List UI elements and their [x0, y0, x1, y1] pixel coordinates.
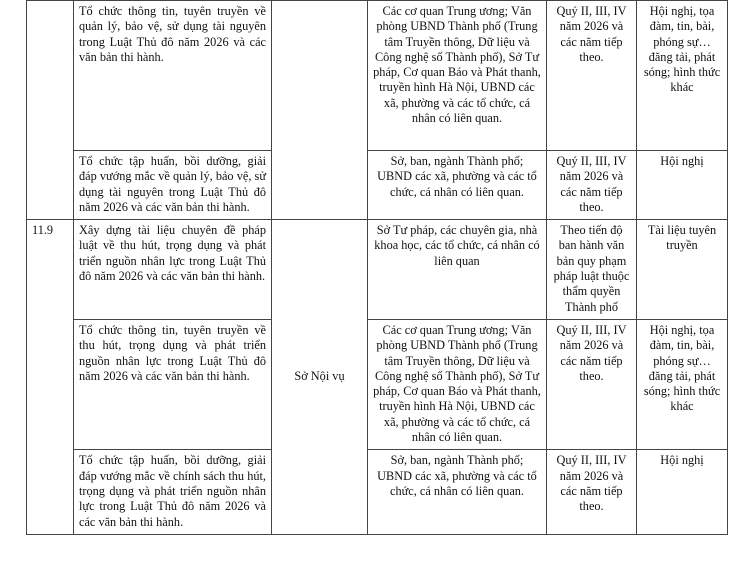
form-cell: Hội nghị, tọa đàm, tin, bài, phóng sự…đăng tải, phát sóng; hình thức khác [637, 1, 728, 151]
table-row [27, 319, 728, 449]
table-row [27, 1, 728, 151]
timeline-cell: Quý II, III, IV năm 2026 và các năm tiếp theo. [547, 319, 637, 449]
stt-cell: 11.9 [27, 220, 74, 535]
form-cell: Tài liệu tuyên truyền [637, 220, 728, 320]
table-row [27, 151, 728, 220]
task-cell: Tổ chức thông tin, tuyên truyền về thu hút, trọng dụng và phát triển nguồn nhân lực trong Luật Thủ đô năm 2026 và các văn bản thi hành. [74, 319, 272, 449]
coordinator-cell: Sở, ban, ngành Thành phố; UBND các xã, phường và các tổ chức, cá nhân có liên quan. [368, 450, 547, 534]
timeline-cell: Quý II, III, IV năm 2026 và các năm tiếp theo. [547, 450, 637, 534]
coordinator-cell: Các cơ quan Trung ương; Văn phòng UBND Thành phố (Trung tâm Truyền thông, Dữ liệu và Công nghệ số Thành phố), Sở Tư pháp, Cơ quan Báo và Phát thanh, truyền hình Hà Nội, UBND các xã, phường và các tổ chức, cá nhân có liên quan. [368, 319, 547, 449]
task-table [26, 0, 728, 535]
task-cell: Tổ chức tập huấn, bồi dưỡng, giải đáp vướng mắc về chính sách thu hút, trọng dụng và phát triển nguồn nhân lực trong Luật Thủ đô năm 2026 và các văn bản thi hành. [74, 450, 272, 534]
coordinator-cell: Sở, ban, ngành Thành phố; UBND các xã, phường và các tổ chức, cá nhân có liên quan. [368, 151, 547, 220]
stt-cell [27, 1, 74, 220]
coordinator-cell: Sở Tư pháp, các chuyên gia, nhà khoa học, các tổ chức, cá nhân có liên quan [368, 220, 547, 320]
timeline-cell: Theo tiến độ ban hành văn bản quy phạm pháp luật thuộc thẩm quyền Thành phố [547, 220, 637, 320]
lead-agency-cell [272, 1, 368, 220]
form-cell: Hội nghị [637, 151, 728, 220]
table-row [27, 450, 728, 534]
lead-agency-cell: Sở Nội vụ [272, 220, 368, 535]
form-cell: Hội nghị, tọa đàm, tin, bài, phóng sự…đăng tải, phát sóng; hình thức khác [637, 319, 728, 449]
table-row [27, 220, 728, 320]
task-cell: Xây dựng tài liệu chuyên đề pháp luật về thu hút, trọng dụng và phát triển nguồn nhân lực trong Luật Thủ đô năm 2026 và các văn bản thi hành. [74, 220, 272, 320]
task-cell: Tổ chức tập huấn, bồi dưỡng, giải đáp vướng mắc về quản lý, bảo vệ, sử dụng tài nguyên trong Luật Thủ đô năm 2026 và các văn bản thi hành. [74, 151, 272, 220]
timeline-cell: Quý II, III, IV năm 2026 và các năm tiếp theo. [547, 1, 637, 151]
coordinator-cell: Các cơ quan Trung ương; Văn phòng UBND Thành phố (Trung tâm Truyền thông, Dữ liệu và Công nghệ số Thành phố), Sở Tư pháp, Cơ quan Báo và Phát thanh, truyền hình Hà Nội, UBND các xã, phường và các tổ chức, cá nhân có liên quan. [368, 1, 547, 151]
task-cell: Tổ chức thông tin, tuyên truyền về quản lý, bảo vệ, sử dụng tài nguyên trong Luật Thủ đô năm 2026 và các văn bản thi hành. [74, 1, 272, 151]
form-cell: Hội nghị [637, 450, 728, 534]
timeline-cell: Quý II, III, IV năm 2026 và các năm tiếp theo. [547, 151, 637, 220]
